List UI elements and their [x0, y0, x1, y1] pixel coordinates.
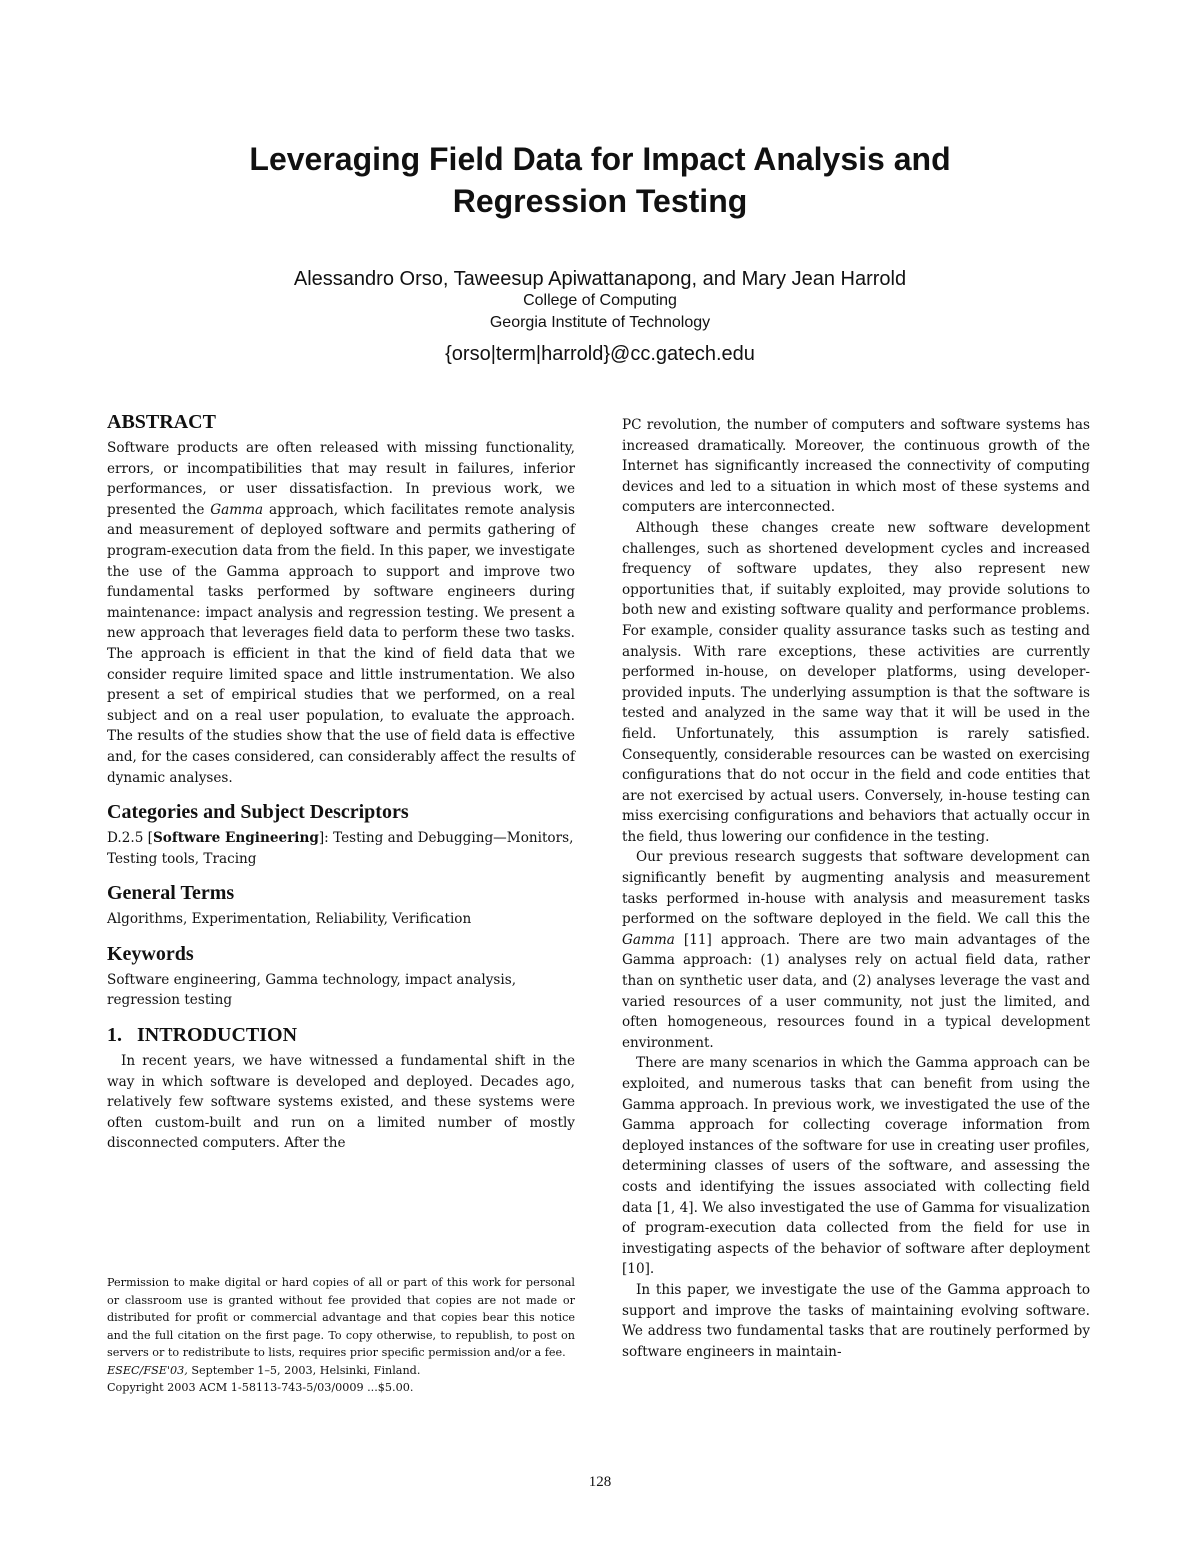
- introduction-heading: 1. INTRODUCTION: [107, 1024, 298, 1047]
- abstract-heading: ABSTRACT: [107, 411, 216, 433]
- right-column: [622, 415, 1090, 1362]
- abstract-section: [107, 410, 575, 788]
- intro-paragraph-3: Our previous research suggests that software development can significantly benefit by augmenting analysis and measurement tasks performed in-house with analysis and measurement tasks performed on the software deployed in the field. We call this the Gamma [11] approach. There are two main advantages of the Gamma approach: (1) analyses rely on actual field data, rather than on synthetic user data, and (2) analyses leverage the vast and varied resources of a user community, not just the limited, and often homogeneous, resources found in a typical development environment.: [622, 849, 1090, 1051]
- introduction-paragraph-1: In recent years, we have witnessed a fundamental shift in the way in which software is developed and deployed. Decades ago, relatively few software systems existed, and these systems were often custom-built and run on a limited number of mostly disconnected computers. After the: [107, 1053, 575, 1152]
- category-bold: Software Engineering: [152, 830, 319, 847]
- intro-paragraph-continued: PC revolution, the number of computers and software systems has increased dramatically. Moreover, the continuous growth of the Internet has significantly increased the connectivity of computing devices and led to a situation in which most of these systems and computers are interconnected.: [622, 417, 1090, 516]
- keywords-text: Software engineering, Gamma technology, impact analysis, regression testing: [107, 971, 517, 1009]
- categories-section: [107, 800, 575, 869]
- gamma-term: Gamma: [210, 501, 264, 518]
- gamma-term: Gamma: [622, 931, 675, 948]
- intro-paragraph-4: There are many scenarios in which the Gamma approach can be exploited, and numerous tasks that can benefit from using the Gamma approach. In previous work, we investigated the use of the Gamma approach for collecting coverage information from deployed instances of the software for use in creating user profiles, determining classes of users of the software, and assessing the costs and identifying the issues associated with collecting field data [1, 4]. We also investigated the use of Gamma for visualization of program-execution data collected from the field for use in investigating aspects of the behavior of software after deployment [10].: [622, 1055, 1090, 1278]
- abstract-text: Software products are often released with missing functionality, errors, or incompatibilities that may result in failures, inferior performances, or user dissatisfaction. In previous work, we presented the Gamma approach, which facilitates remote analysis and measurement of deployed software and permits gathering of program-execution data from the field. In this paper, we investigate the use of the Gamma approach to support and improve two fundamental tasks performed by software engineers during maintenance: impact analysis and regression testing. We present a new approach that leverages field data to perform these two tasks. The approach is efficient in that the kind of field data that we consider require limited space and little instrumentation. We also present a set of empirical studies that we performed, on a real subject and on a real user population, to evaluate the approach. The results of the studies show that the use of field data is effective and, for the cases considered, can considerably affect the results of dynamic analyses.: [107, 440, 575, 786]
- keywords-heading: Keywords: [107, 942, 194, 965]
- affiliation-college: College of Computing: [523, 292, 677, 309]
- paper-title: [150, 138, 1050, 222]
- introduction-section: [107, 1023, 575, 1154]
- left-column: [107, 410, 575, 1166]
- categories-text: D.2.5 [Software Engineering]: Testing and Debugging—Monitors, Testing tools, Tracing: [107, 830, 574, 867]
- permission-footnote: [107, 1274, 575, 1397]
- permission-text: Permission to make digital or hard copies of all or part of this work for personal or classroom use is granted without fee provided that copies are not made or distributed for profit or commercial advantage and that copies bear this notice and the full citation on the first page. To copy otherwise, to republish, to post on servers or to redistribute to lists, requires prior specific permission and/or a fee.: [107, 1276, 575, 1359]
- page-number: 128: [588, 1474, 612, 1490]
- title-line-2: Regression Testing: [452, 183, 748, 219]
- categories-heading: Categories and Subject Descriptors: [107, 801, 409, 824]
- general-terms-text: Algorithms, Experimentation, Reliability, Verification: [107, 911, 472, 928]
- general-terms-heading: General Terms: [107, 882, 235, 905]
- copyright-line: Copyright 2003 ACM 1-58113-743-5/03/0009 ...$5.00.: [107, 1381, 414, 1394]
- general-terms-section: [107, 881, 575, 930]
- author-list: Alessandro Orso, Taweesup Apiwattanapong, and Mary Jean Harrold: [293, 268, 907, 290]
- intro-paragraph-5: In this paper, we investigate the use of the Gamma approach to support and improve the tasks of maintaining evolving software. We address two fundamental tasks that are routinely performed by software engineers in maintain-: [622, 1281, 1090, 1360]
- venue-line: ESEC/FSE'03, September 1–5, 2003, Helsinki, Finland.: [107, 1363, 421, 1377]
- intro-paragraph-2: Although these changes create new software development challenges, such as shortened development cycles and increased frequency of software updates, they also represent new opportunities that, if suitably exploited, may provide solutions to both new and existing software quality and performance problems. For example, consider quality assurance tasks such as testing and analysis. With rare exceptions, these activities are currently performed in-house, on developer platforms, using developer-provided inputs. The underlying assumption is that the software is tested and analyzed in the same way that it will be used in the field. Unfortunately, this assumption is rarely satisfied. Consequently, considerable resources can be wasted on exercising configurations that do not occur in the field and code entities that are not exercised by actual users. Conversely, in-house testing can miss exercising configurations and behaviors that actually occur in the field, thus lowering our confidence in the testing.: [622, 519, 1090, 845]
- title-line-1: Leveraging Field Data for Impact Analysis and: [249, 141, 951, 177]
- keywords-section: [107, 942, 575, 1011]
- affiliation-institute: Georgia Institute of Technology: [489, 314, 711, 331]
- author-email: {orso|term|harrold}@cc.gatech.edu: [445, 343, 755, 365]
